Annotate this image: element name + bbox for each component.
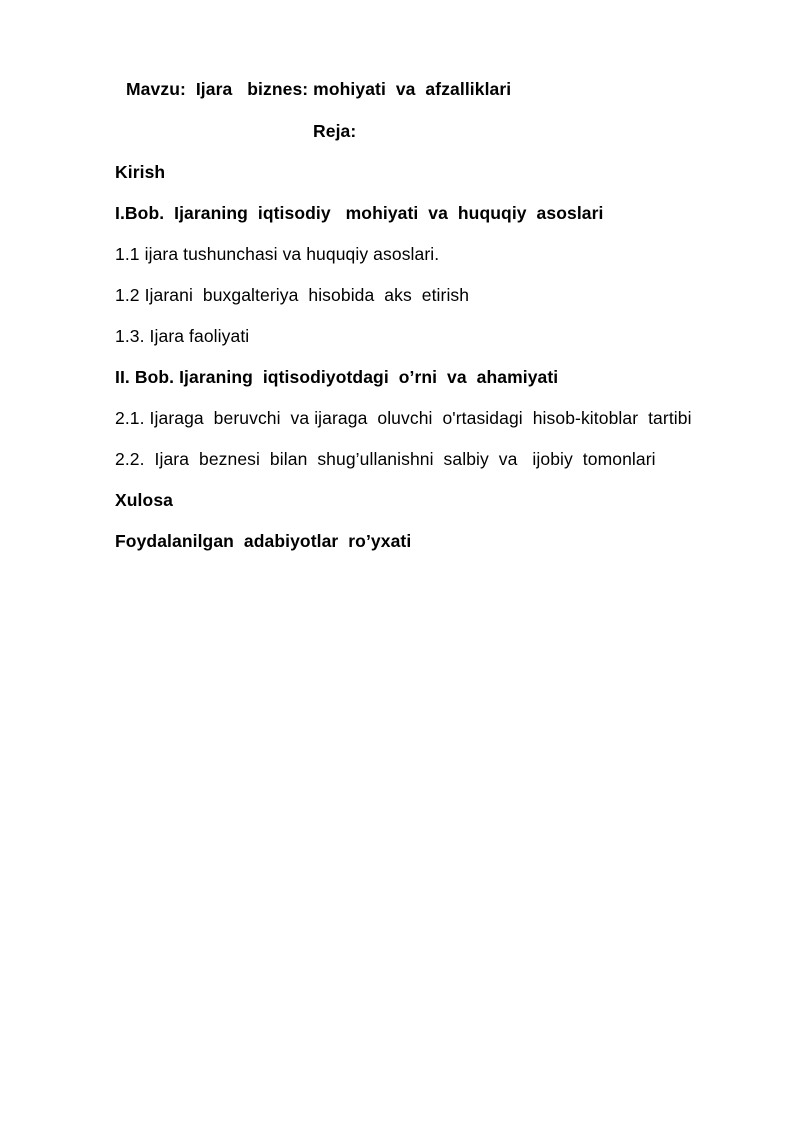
plan-heading: Reja: bbox=[313, 121, 357, 141]
plan-section-1-1: 1.1 ijara tushunchasi va huquqiy asoslari. bbox=[115, 244, 440, 264]
plan-item-conclusion: Xulosa bbox=[115, 490, 173, 510]
plan-section-2-2: 2.2. Ijara beznesi bilan shug’ullanishni salbiy va ijobiy tomonlari bbox=[115, 449, 656, 469]
plan-item-introduction: Kirish bbox=[115, 162, 166, 182]
plan-section-1-2: 1.2 Ijarani buxgalteriya hisobida aks etirish bbox=[115, 285, 470, 305]
plan-chapter-2: II. Bob. Ijaraning iqtisodiyotdagi o’rni va ahamiyati bbox=[115, 367, 559, 387]
plan-section-1-3: 1.3. Ijara faoliyati bbox=[115, 326, 250, 346]
plan-item-references: Foydalanilgan adabiyotlar ro’yxati bbox=[115, 531, 412, 551]
plan-chapter-1: I.Bob. Ijaraning iqtisodiy mohiyati va huquqiy asoslari bbox=[115, 203, 604, 223]
document-title: Mavzu: Ijara biznes: mohiyati va afzalliklari bbox=[126, 79, 512, 99]
plan-section-2-1: 2.1. Ijaraga beruvchi va ijaraga oluvchi o'rtasidagi hisob-kitoblar tartibi bbox=[115, 408, 692, 428]
